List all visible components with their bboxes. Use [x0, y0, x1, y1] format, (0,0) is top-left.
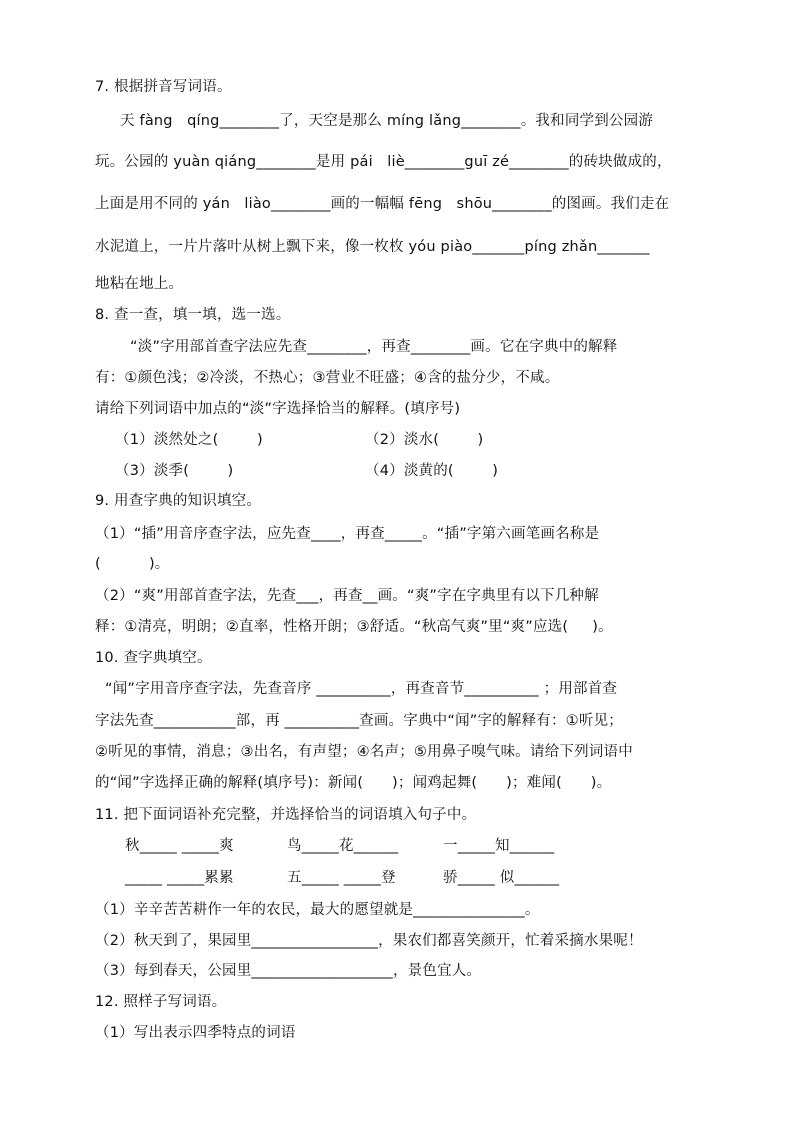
question-10-line-2: 字法先查___________部，再 __________查画。字典中“闻”字的解释有：①听见；	[95, 713, 623, 729]
question-10-line-1: “闻”字用音序查字法，先查音序 __________，再查音节__________ ；用部首查	[105, 681, 618, 697]
question-11-word-3: 一_____知______	[443, 838, 555, 854]
question-11-title: 11. 把下面词语补充完整，并选择恰当的词语填入句子中。	[95, 807, 477, 823]
question-10-line-4: 的“闻”字选择正确的解释(填序号)：新闻( )；闻鸡起舞( )；难闻( )。	[95, 775, 612, 791]
question-8-line-3: 请给下列词语中加点的“淡”字选择恰当的解释。(填序号)	[95, 401, 461, 417]
question-11-sentence-2: （2）秋天到了，果园里_________________，果农们都喜笑颜开，忙着采摘水果呢！	[95, 933, 643, 949]
question-7-passage-line-1: 天 fàng qíng________了，天空是那么 míng lǎng________。我和同学到公园游	[120, 113, 654, 129]
question-9-line-3: （2）“爽”用部首查字法，先查___，再查__画。“爽”字在字典里有以下几种解	[95, 588, 599, 604]
question-9-line-1: （1）“插”用音序查字法，应先查____，再查_____。“插”字第六画笔画名称是	[95, 526, 600, 542]
question-8-option-2: （2）淡水( )	[365, 432, 484, 448]
question-8-line-2: 有：①颜色浅；②冷淡，不热心；③营业不旺盛；④含的盐分少，不咸。	[95, 370, 560, 386]
question-8-option-3: （3）淡季( )	[115, 463, 234, 479]
question-7-passage-line-2: 玩。公园的 yuàn qiáng________是用 pái liè________guī zé________的砖块做成的，	[95, 154, 672, 170]
question-7-passage-line-3: 上面是用不同的 yán liào________画的一幅幅 fēng shōu________的图画。我们走在	[95, 196, 670, 212]
question-7-title: 7. 根据拼音写词语。	[95, 79, 232, 95]
question-11-word-5: 五_____ _____登	[287, 870, 396, 886]
question-11-sentence-3: （3）每到春天，公园里___________________，景色宜人。	[95, 963, 482, 979]
question-11-word-4: _____ _____累累	[125, 870, 234, 886]
question-9-title: 9. 用查字典的知识填空。	[95, 493, 262, 509]
question-11-sentence-1: （1）辛辛苦苦耕作一年的农民，最大的愿望就是_______________。	[95, 902, 540, 918]
question-10-title: 10. 查字典填空。	[95, 650, 212, 666]
question-8-option-4: （4）淡黄的( )	[365, 463, 499, 479]
question-8-option-1: （1）淡然处之( )	[115, 432, 263, 448]
question-11-word-2: 鸟_____花______	[287, 838, 399, 854]
question-8-line-1: “淡”字用部首查字法应先查________，再查________画。它在字典中的解释	[130, 339, 618, 355]
question-11-word-1: 秋_____ _____爽	[125, 838, 234, 854]
question-9-line-4: 释：①清亮，明朗；②直率，性格开朗；③舒适。“秋高气爽”里“爽”应选( )。	[95, 619, 613, 635]
question-9-line-2: ( )。	[95, 556, 170, 572]
question-8-title: 8. 查一查，填一填，选一选。	[95, 307, 291, 323]
question-10-line-3: ②听见的事情，消息；③出名，有声望；④名声；⑤用鼻子嗅气味。请给下列词语中	[95, 744, 633, 760]
question-7-passage-line-5: 地粘在地上。	[95, 276, 184, 292]
question-12-title: 12. 照样子写词语。	[95, 994, 227, 1010]
question-7-passage-line-4: 水泥道上，一片片落叶从树上飘下来，像一枚枚 yóu piào_______píng zhǎn_______	[95, 239, 650, 255]
question-12-line-1: （1）写出表示四季特点的词语	[95, 1025, 296, 1041]
question-11-word-6: 骄_____ 似______	[443, 870, 560, 886]
